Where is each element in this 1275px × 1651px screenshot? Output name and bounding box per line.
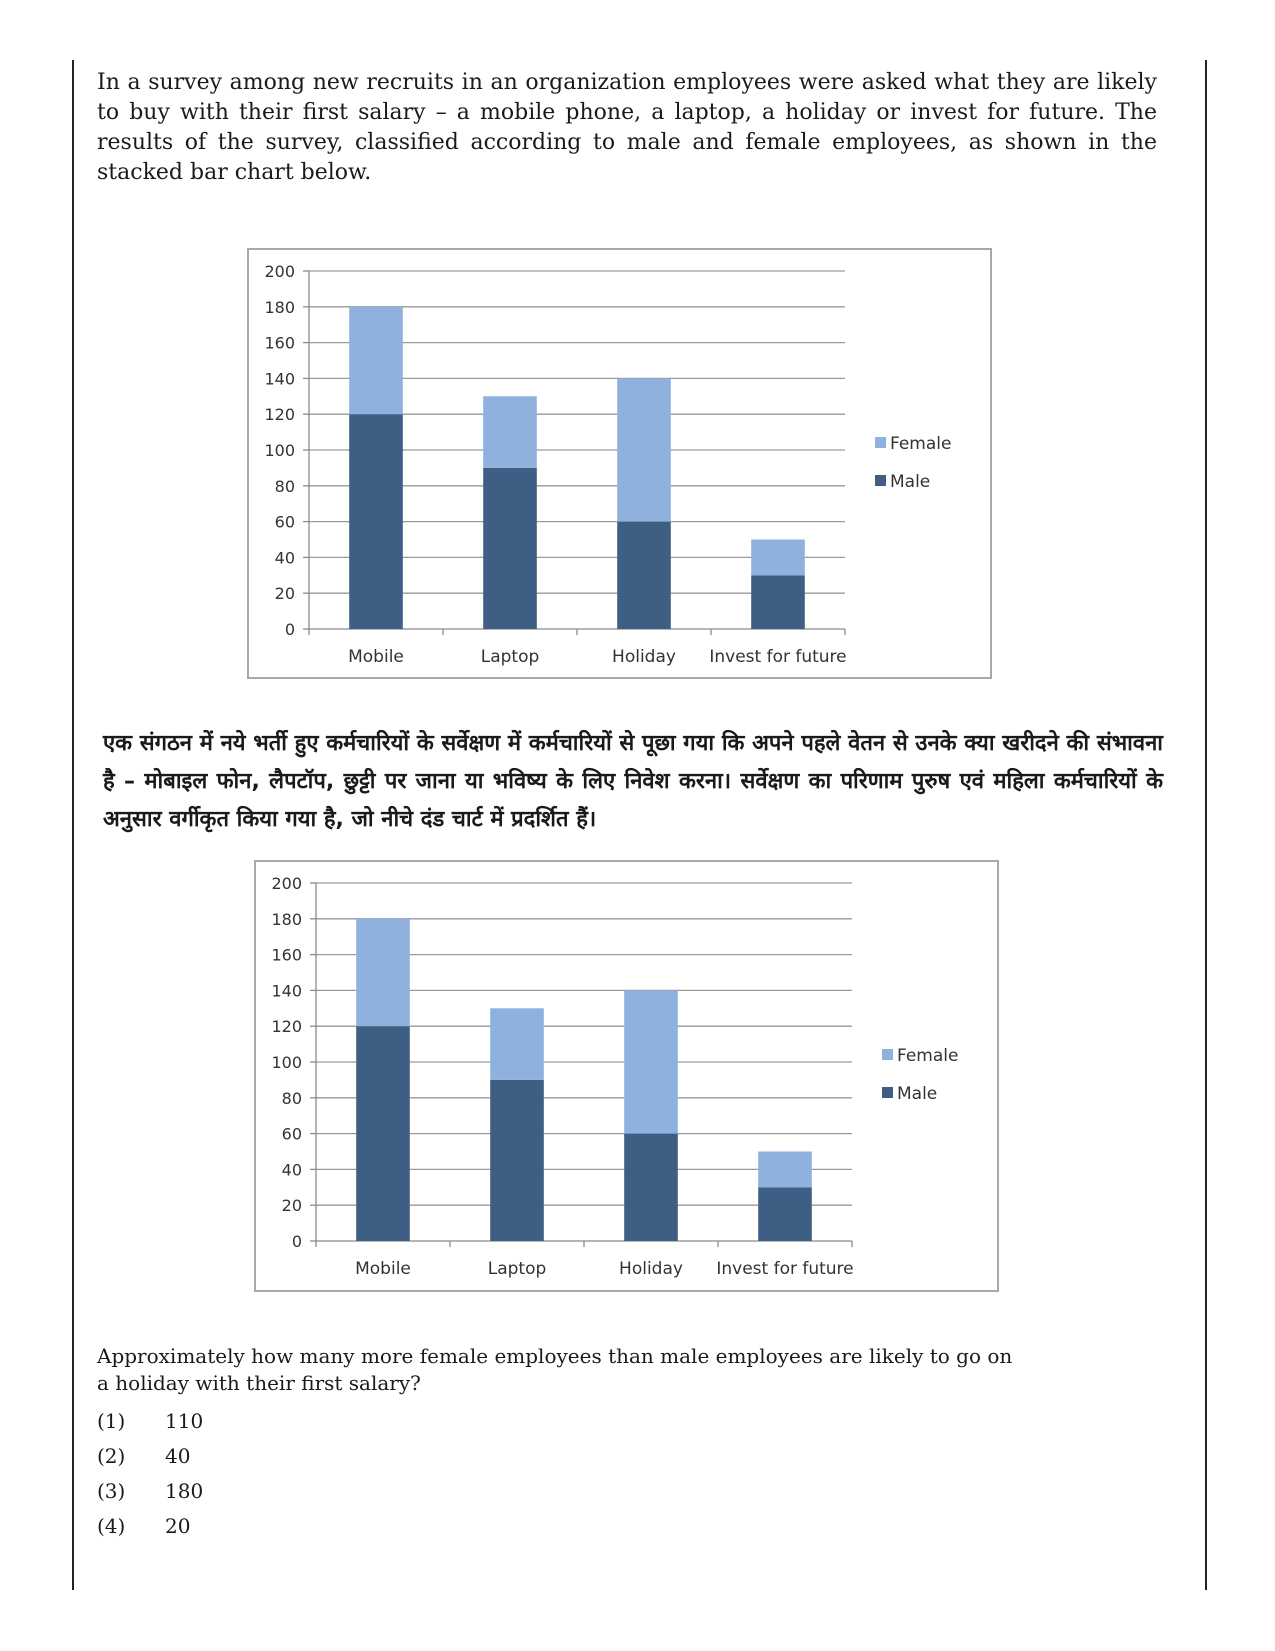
bar-female-laptop: [483, 396, 537, 468]
y-tick-label: 40: [281, 1160, 302, 1180]
y-tick-label: 120: [271, 1017, 302, 1037]
bar-female-mobile: [349, 307, 403, 414]
option-value: 110: [165, 1408, 204, 1433]
bar-male-mobile: [356, 1026, 410, 1241]
bar-female-holiday: [624, 990, 678, 1133]
bar-female-laptop: [490, 1008, 544, 1080]
y-tick-label: 0: [284, 620, 295, 639]
y-tick-label: 80: [274, 476, 295, 496]
option-value: 40: [165, 1443, 191, 1468]
stacked-bar-chart-1: [247, 248, 992, 679]
y-tick-label: 140: [264, 369, 295, 389]
legend-label-female: Female: [897, 1046, 959, 1066]
y-tick-label: 0: [291, 1232, 302, 1251]
y-tick-label: 200: [264, 262, 295, 281]
bar-male-holiday: [617, 522, 671, 629]
legend-swatch-male: [875, 475, 886, 486]
bar-male-laptop: [490, 1080, 544, 1241]
y-tick-label: 140: [271, 981, 302, 1001]
bar-male-mobile: [349, 414, 403, 629]
intro-paragraph-hindi: एक संगठन में नये भर्ती हुए कर्मचारियों के सर्वेक्षण में कर्मचारियों से पूछा गया कि अपने पहले वेतन से उनके क्या खरीदने की संभावना है – मोबाइल फोन, लैपटॉप, छुट्टी पर जाना या भविष्य के लिए निवेश करना। सर्वेक्षण का परिणाम पुरुष एवं महिला कर्मचारियों के अनुसार वर्गीकृत किया गया है, जो नीचे दंड चार्ट में प्रदर्शित हैं।: [103, 731, 1163, 832]
option-number: (3): [97, 1478, 126, 1503]
option-value: 20: [165, 1513, 191, 1538]
x-category-label: Laptop: [487, 1259, 547, 1279]
x-category-label: Invest for future: [709, 647, 847, 667]
legend-swatch-male: [882, 1087, 893, 1098]
y-tick-label: 100: [264, 441, 295, 460]
option-1[interactable]: [97, 1403, 203, 1438]
y-tick-label: 20: [274, 584, 295, 604]
bar-male-holiday: [624, 1134, 678, 1241]
x-category-label: Mobile: [355, 1259, 411, 1279]
x-category-label: Mobile: [348, 647, 404, 667]
y-tick-label: 80: [281, 1088, 302, 1108]
option-4[interactable]: [97, 1508, 203, 1543]
stacked-bar-chart-2: [254, 860, 999, 1292]
y-tick-label: 200: [271, 874, 302, 893]
y-tick-label: 160: [264, 333, 295, 353]
x-category-label: Laptop: [480, 647, 540, 667]
page-right-border: [1205, 60, 1207, 1590]
answer-options: [97, 1403, 203, 1543]
bar-female-invest-for-future: [758, 1152, 812, 1188]
bar-female-mobile: [356, 919, 410, 1026]
option-number: (1): [97, 1408, 126, 1433]
y-tick-label: 160: [271, 945, 302, 965]
x-category-label: Holiday: [612, 647, 676, 667]
y-tick-label: 60: [274, 512, 295, 532]
option-value: 180: [165, 1478, 204, 1503]
y-tick-label: 40: [274, 548, 295, 568]
legend-label-male: Male: [890, 472, 931, 492]
x-category-label: Holiday: [619, 1259, 683, 1279]
y-tick-label: 180: [271, 909, 302, 929]
bar-female-invest-for-future: [751, 540, 805, 576]
x-category-label: Invest for future: [716, 1259, 854, 1279]
option-number: (4): [97, 1513, 126, 1538]
question-text: Approximately how many more female employees than male employees are likely to go on a holiday with their first salary?: [97, 1344, 1013, 1395]
bar-male-invest-for-future: [758, 1187, 812, 1241]
bar-male-laptop: [483, 468, 537, 629]
legend-label-male: Male: [897, 1084, 938, 1104]
bar-female-holiday: [617, 378, 671, 521]
option-2[interactable]: [97, 1438, 203, 1473]
chart-svg-1: [249, 250, 990, 677]
y-tick-label: 20: [281, 1196, 302, 1216]
y-tick-label: 180: [264, 297, 295, 317]
y-tick-label: 120: [264, 405, 295, 425]
legend-swatch-female: [875, 437, 886, 448]
page-left-border: [72, 60, 74, 1590]
y-tick-label: 60: [281, 1124, 302, 1144]
intro-paragraph-english: In a survey among new recruits in an organization employees were asked what they are likely to buy with their first salary – a mobile phone, a laptop, a holiday or invest for future. The results of the survey, classified according to male and female employees, as shown in the stacked bar chart below.: [97, 70, 1157, 185]
y-tick-label: 100: [271, 1053, 302, 1072]
option-3[interactable]: [97, 1473, 203, 1508]
legend-label-female: Female: [890, 434, 952, 454]
chart-svg-2: [256, 862, 997, 1290]
option-number: (2): [97, 1443, 126, 1468]
bar-male-invest-for-future: [751, 575, 805, 629]
legend-swatch-female: [882, 1049, 893, 1060]
